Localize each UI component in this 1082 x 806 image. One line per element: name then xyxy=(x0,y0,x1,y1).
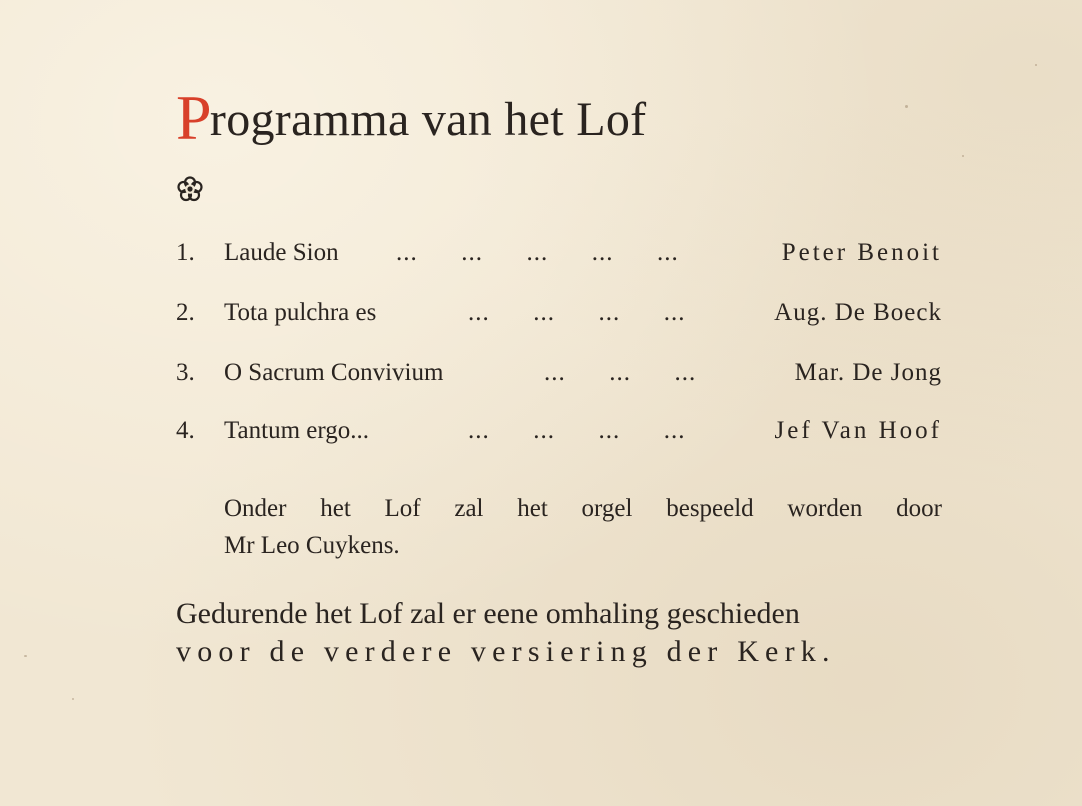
organ-note-line: Mr Leo Cuykens. xyxy=(224,532,400,559)
paper-speck xyxy=(1035,64,1037,66)
program-item-title: Tantum ergo... xyxy=(224,417,369,444)
program-item-composer: Mar. De Jong xyxy=(794,359,942,386)
program-item-title: O Sacrum Convivium xyxy=(224,359,444,386)
organ-note xyxy=(224,490,942,564)
collection-note xyxy=(176,595,942,671)
paper-speck xyxy=(72,698,74,700)
title-initial-letter: P xyxy=(176,82,212,153)
program-item-number: 1. xyxy=(176,239,195,266)
program-item-leader-dots: ... ... ... ... ... xyxy=(396,239,679,266)
program-item xyxy=(176,356,942,390)
program-item-leader-dots: ... ... ... xyxy=(544,359,697,386)
paper-speck xyxy=(962,155,964,157)
program-item xyxy=(176,414,942,448)
collection-note-line: voor de verdere versiering der Kerk. xyxy=(176,635,836,668)
program-item-number: 3. xyxy=(176,359,195,386)
program-item-composer: Jef Van Hoof xyxy=(774,417,942,444)
program-item xyxy=(176,296,942,330)
program-item-number: 2. xyxy=(176,299,195,326)
organ-note-line: Onder het Lof zal het orgel bespeeld worden door xyxy=(224,495,942,522)
program-item xyxy=(176,236,942,270)
program-item-composer: Aug. De Boeck xyxy=(774,299,942,326)
title-text: rogramma van het Lof xyxy=(209,93,647,146)
program-item-leader-dots: ... ... ... ... xyxy=(468,299,686,326)
program-item-number: 4. xyxy=(176,417,195,444)
program-item-composer: Peter Benoit xyxy=(781,239,942,266)
program-title xyxy=(176,82,647,153)
program-item-title: Tota pulchra es xyxy=(224,299,377,326)
program-item-title: Laude Sion xyxy=(224,239,339,266)
paper-speck xyxy=(24,655,27,657)
program-item-leader-dots: ... ... ... ... xyxy=(468,417,686,444)
flower-ornament-icon xyxy=(176,175,204,203)
collection-note-line: Gedurende het Lof zal er eene omhaling geschieden xyxy=(176,597,800,630)
paper-speck xyxy=(905,105,908,108)
